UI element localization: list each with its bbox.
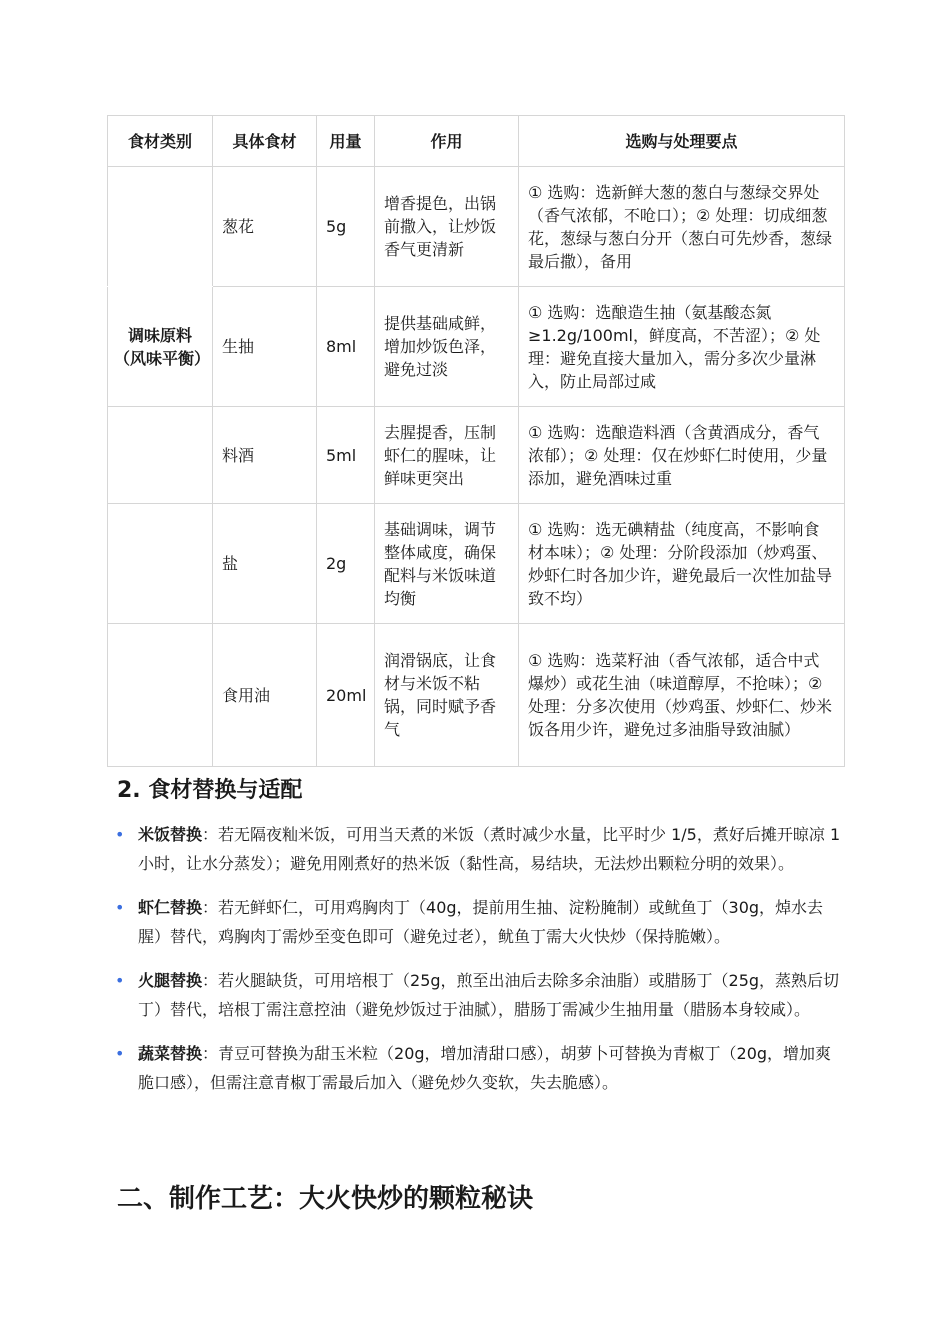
category-cell-empty <box>108 167 213 287</box>
ingredient-role: 增香提色，出锅前撒入，让炒饭香气更清新 <box>375 167 519 287</box>
ingredient-role: 去腥提香，压制虾仁的腥味，让鲜味更突出 <box>375 407 519 504</box>
ingredient-amount: 8ml <box>317 287 375 407</box>
table-row <box>108 624 845 767</box>
ingredient-role: 提供基础咸鲜，增加炒饭色泽，避免过淡 <box>375 287 519 407</box>
list-item <box>112 966 842 1024</box>
ingredient-tips: ① 选购：选菜籽油（香气浓郁，适合中式爆炒）或花生油（味道醇厚，不抢味）；② 处理：分多次使用（炒鸡蛋、炒虾仁、炒米饭各用少许，避免过多油脂导致油腻） <box>519 624 845 767</box>
list-item-title: 虾仁替换 <box>138 898 203 917</box>
ingredient-name: 生抽 <box>213 287 317 407</box>
table-row <box>108 407 845 504</box>
ingredient-role: 基础调味，调节整体咸度，确保配料与米饭味道均衡 <box>375 504 519 624</box>
list-item-text: ：青豆可替换为甜玉米粒（20g，增加清甜口感），胡萝卜可替换为青椒丁（20g，增加爽脆口感），但需注意青椒丁需最后加入（避免炒久变软，失去脆感）。 <box>138 1044 832 1092</box>
ingredient-amount: 20ml <box>317 624 375 767</box>
bullet-icon: • <box>115 1044 125 1063</box>
list-item-title: 米饭替换 <box>138 825 203 844</box>
section-heading: 二、制作工艺：大火快炒的颗粒秘诀 <box>117 1184 534 1214</box>
category-cell: 调味原料（风味平衡） <box>108 287 213 407</box>
list-item-text: ：若无隔夜籼米饭，可用当天煮的米饭（煮时减少水量，比平时少 1/5，煮好后摊开晾凉 1 小时，让水分蒸发）；避免用刚煮好的热米饭（黏性高，易结块，无法炒出颗粒分明的效果）。 <box>138 825 841 873</box>
list-item <box>112 1039 842 1097</box>
subheading-substitution: 2. 食材替换与适配 <box>117 778 303 803</box>
substitution-list <box>112 820 842 1112</box>
bullet-icon: • <box>115 898 125 917</box>
ingredient-tips: ① 选购：选酿造生抽（氨基酸态氮≥1.2g/100ml，鲜度高，不苦涩）；② 处理：避免直接大量加入，需分多次少量淋入，防止局部过咸 <box>519 287 845 407</box>
header-amount: 用量 <box>317 116 375 167</box>
bullet-icon: • <box>115 971 125 990</box>
header-category: 食材类别 <box>108 116 213 167</box>
list-item <box>112 820 842 878</box>
ingredient-tips: ① 选购：选无碘精盐（纯度高，不影响食材本味）；② 处理：分阶段添加（炒鸡蛋、炒虾仁时各加少许，避免最后一次性加盐导致不均） <box>519 504 845 624</box>
ingredient-amount: 5g <box>317 167 375 287</box>
table-row <box>108 504 845 624</box>
ingredient-amount: 2g <box>317 504 375 624</box>
category-cell-empty <box>108 624 213 767</box>
ingredient-role: 润滑锅底，让食材与米饭不粘锅，同时赋予香气 <box>375 624 519 767</box>
ingredient-amount: 5ml <box>317 407 375 504</box>
table-row <box>108 287 845 407</box>
ingredient-name: 盐 <box>213 504 317 624</box>
ingredient-table <box>107 115 845 767</box>
table-row <box>108 167 845 287</box>
ingredient-name: 食用油 <box>213 624 317 767</box>
list-item-text: ：若火腿缺货，可用培根丁（25g，煎至出油后去除多余油脂）或腊肠丁（25g，蒸熟后切丁）替代，培根丁需注意控油（避免炒饭过于油腻），腊肠丁需减少生抽用量（腊肠本身较咸）。 <box>138 971 840 1019</box>
header-role: 作用 <box>375 116 519 167</box>
list-item-title: 火腿替换 <box>138 971 203 990</box>
ingredient-name: 葱花 <box>213 167 317 287</box>
category-cell-empty <box>108 407 213 504</box>
list-item-text: ：若无鲜虾仁，可用鸡胸肉丁（40g，提前用生抽、淀粉腌制）或鱿鱼丁（30g，焯水去腥）替代，鸡胸肉丁需炒至变色即可（避免过老），鱿鱼丁需大火快炒（保持脆嫩）。 <box>138 898 824 946</box>
list-item <box>112 893 842 951</box>
bullet-icon: • <box>115 825 125 844</box>
ingredient-tips: ① 选购：选新鲜大葱的葱白与葱绿交界处（香气浓郁，不呛口）；② 处理：切成细葱花，葱绿与葱白分开（葱白可先炒香，葱绿最后撒），备用 <box>519 167 845 287</box>
table-header-row <box>108 116 845 167</box>
header-ingredient: 具体食材 <box>213 116 317 167</box>
ingredient-name: 料酒 <box>213 407 317 504</box>
ingredient-tips: ① 选购：选酿造料酒（含黄酒成分，香气浓郁）；② 处理：仅在炒虾仁时使用，少量添加，避免酒味过重 <box>519 407 845 504</box>
list-item-title: 蔬菜替换 <box>138 1044 203 1063</box>
category-cell-empty <box>108 504 213 624</box>
header-tips: 选购与处理要点 <box>519 116 845 167</box>
